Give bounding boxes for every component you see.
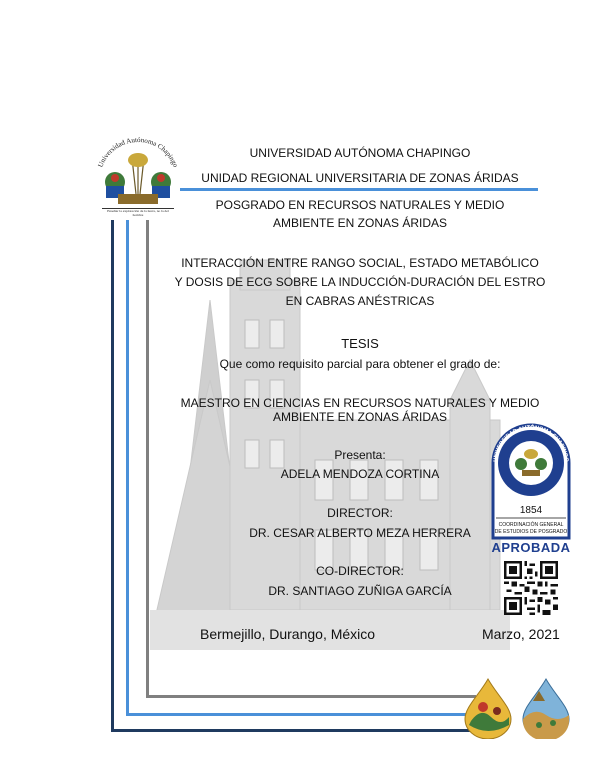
logo-motto: Enseñar la explotación de la tierra, no la del hombre [107, 209, 169, 217]
codirector-name: DR. SANTIAGO ZUÑIGA GARCÍA [268, 584, 452, 598]
author-name: ADELA MENDOZA CORTINA [280, 467, 440, 481]
emblem-drop-left [461, 677, 515, 739]
program-line-1: POSGRADO EN RECURSOS NATURALES Y MEDIO [215, 198, 505, 212]
approval-seal [488, 420, 574, 542]
approval-status: APROBADA [491, 540, 571, 555]
header-rule-blue [180, 188, 538, 191]
frame-line-blue-bottom [126, 713, 466, 716]
codirector-label: CO-DIRECTOR: [316, 564, 404, 578]
thesis-title-line-3: EN CABRAS ANÉSTRICAS [285, 294, 435, 308]
thesis-label: TESIS [341, 336, 379, 351]
thesis-title-line-2: Y DOSIS DE ECG SOBRE LA INDUCCIÓN-DURACIÓN DEL ESTRO [174, 275, 546, 289]
seal-office-line-2: DE ESTUDIOS DE POSGRADO [494, 529, 568, 535]
seal-arc-text: UNIVERSIDAD AUTÓNOMA CHAPINGO [492, 424, 570, 463]
presenter-label: Presenta: [334, 448, 386, 462]
emblem-drop-right [519, 677, 573, 739]
degree-line-1: MAESTRO EN CIENCIAS EN RECURSOS NATURALES Y MEDIO [180, 396, 540, 410]
thesis-title-line-1: INTERACCIÓN ENTRE RANGO SOCIAL, ESTADO METABÓLICO [181, 256, 539, 270]
frame-line-navy-bottom [111, 729, 471, 732]
director-label: DIRECTOR: [327, 506, 393, 520]
requirement-text: Que como requisito parcial para obtener el grado de: [219, 357, 501, 371]
seal-office-line-1: COORDINACIÓN GENERAL [498, 522, 564, 528]
footer-date: Marzo, 2021 [482, 626, 560, 642]
degree-line-2: AMBIENTE EN ZONAS ÁRIDAS [272, 410, 448, 424]
logo-arc-text: Universidad Autónoma Chapingo [96, 135, 180, 169]
frame-line-blue-vertical [126, 220, 129, 716]
seal-year: 1854 [519, 505, 543, 516]
unit-name: UNIDAD REGIONAL UNIVERSITARIA DE ZONAS ÁRIDAS [201, 171, 519, 185]
frame-line-navy-vertical [111, 220, 114, 732]
qr-code [504, 561, 558, 615]
university-name: UNIVERSIDAD AUTÓNOMA CHAPINGO [249, 146, 471, 160]
director-name: DR. CESAR ALBERTO MEZA HERRERA [249, 526, 471, 540]
footer-place: Bermejillo, Durango, México [200, 626, 376, 642]
frame-line-gray-bottom [146, 695, 476, 698]
program-line-2: AMBIENTE EN ZONAS ÁRIDAS [272, 216, 448, 230]
frame-line-gray-vertical [146, 220, 149, 698]
